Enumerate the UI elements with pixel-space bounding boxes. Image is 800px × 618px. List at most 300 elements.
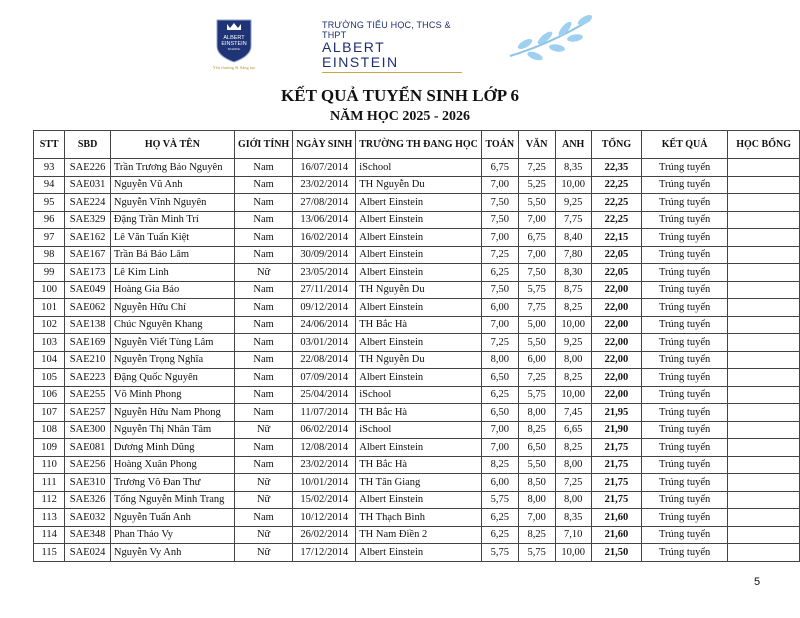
- cell-current-school: Albert Einstein: [356, 491, 482, 509]
- cell-total-score: 21,75: [591, 456, 641, 474]
- cell-english-score: 7,25: [555, 474, 591, 492]
- cell-math-score: 6,25: [481, 526, 518, 544]
- cell-gender: Nam: [234, 439, 292, 457]
- cell-full-name: Nguyễn Hữu Nam Phong: [110, 404, 234, 422]
- cell-result: Trúng tuyển: [642, 281, 728, 299]
- cell-scholarship: [728, 334, 800, 352]
- cell-stt: 97: [34, 229, 65, 247]
- cell-math-score: 6,25: [481, 509, 518, 527]
- column-header-total-score: TỔNG: [591, 131, 641, 159]
- cell-current-school: Albert Einstein: [356, 264, 482, 282]
- cell-english-score: 7,75: [555, 211, 591, 229]
- table-row: [34, 351, 800, 369]
- cell-stt: 103: [34, 334, 65, 352]
- cell-birth-date: 22/08/2014: [293, 351, 356, 369]
- cell-sbd: SAE348: [65, 526, 111, 544]
- cell-literature-score: 7,75: [518, 299, 555, 317]
- cell-current-school: Albert Einstein: [356, 544, 482, 562]
- cell-english-score: 7,45: [555, 404, 591, 422]
- cell-stt: 111: [34, 474, 65, 492]
- cell-stt: 113: [34, 509, 65, 527]
- cell-literature-score: 8,00: [518, 404, 555, 422]
- cell-literature-score: 5,75: [518, 386, 555, 404]
- cell-sbd: SAE138: [65, 316, 111, 334]
- cell-math-score: 6,25: [481, 264, 518, 282]
- svg-text:EINSTEIN: EINSTEIN: [221, 41, 247, 47]
- cell-sbd: SAE223: [65, 369, 111, 387]
- cell-english-score: 9,25: [555, 334, 591, 352]
- cell-result: Trúng tuyển: [642, 351, 728, 369]
- cell-full-name: Chúc Nguyên Khang: [110, 316, 234, 334]
- cell-english-score: 6,65: [555, 421, 591, 439]
- cell-result: Trúng tuyển: [642, 509, 728, 527]
- cell-english-score: 8,00: [555, 456, 591, 474]
- cell-sbd: SAE256: [65, 456, 111, 474]
- cell-stt: 115: [34, 544, 65, 562]
- cell-birth-date: 10/12/2014: [293, 509, 356, 527]
- cell-current-school: TH Bắc Hà: [356, 316, 482, 334]
- cell-literature-score: 6,50: [518, 439, 555, 457]
- cell-total-score: 22,00: [591, 334, 641, 352]
- cell-result: Trúng tuyển: [642, 299, 728, 317]
- cell-gender: Nam: [234, 386, 292, 404]
- cell-literature-score: 5,50: [518, 194, 555, 212]
- cell-gender: Nữ: [234, 421, 292, 439]
- column-header-stt: STT: [34, 131, 65, 159]
- column-header-birth-date: NGÀY SINH: [293, 131, 356, 159]
- cell-math-score: 7,00: [481, 176, 518, 194]
- cell-sbd: SAE173: [65, 264, 111, 282]
- cell-full-name: Lê Kim Linh: [110, 264, 234, 282]
- cell-math-score: 6,50: [481, 404, 518, 422]
- cell-literature-score: 6,00: [518, 351, 555, 369]
- cell-math-score: 7,00: [481, 229, 518, 247]
- cell-literature-score: 7,00: [518, 211, 555, 229]
- cell-sbd: SAE310: [65, 474, 111, 492]
- table-row: [34, 299, 800, 317]
- cell-gender: Nam: [234, 299, 292, 317]
- table-row: [34, 439, 800, 457]
- column-header-english-score: ANH: [555, 131, 591, 159]
- cell-math-score: 6,50: [481, 369, 518, 387]
- column-header-sbd: SBD: [65, 131, 111, 159]
- cell-total-score: 22,25: [591, 194, 641, 212]
- cell-full-name: Tống Nguyễn Minh Trang: [110, 491, 234, 509]
- column-header-full-name: HỌ VÀ TÊN: [110, 131, 234, 159]
- cell-math-score: 7,25: [481, 334, 518, 352]
- cell-current-school: Albert Einstein: [356, 334, 482, 352]
- cell-total-score: 22,25: [591, 211, 641, 229]
- cell-full-name: Nguyễn Viết Tùng Lâm: [110, 334, 234, 352]
- cell-sbd: SAE300: [65, 421, 111, 439]
- cell-literature-score: 5,50: [518, 334, 555, 352]
- cell-birth-date: 25/04/2014: [293, 386, 356, 404]
- cell-stt: 112: [34, 491, 65, 509]
- cell-total-score: 22,00: [591, 386, 641, 404]
- cell-literature-score: 5,50: [518, 456, 555, 474]
- table-row: [34, 509, 800, 527]
- cell-sbd: SAE062: [65, 299, 111, 317]
- cell-math-score: 7,00: [481, 316, 518, 334]
- cell-result: Trúng tuyển: [642, 404, 728, 422]
- cell-current-school: TH Bắc Hà: [356, 456, 482, 474]
- cell-full-name: Phan Thảo Vy: [110, 526, 234, 544]
- cell-gender: Nữ: [234, 474, 292, 492]
- cell-total-score: 21,75: [591, 439, 641, 457]
- cell-scholarship: [728, 456, 800, 474]
- cell-english-score: 8,25: [555, 369, 591, 387]
- table-row: [34, 229, 800, 247]
- cell-total-score: 21,60: [591, 526, 641, 544]
- cell-current-school: iSchool: [356, 159, 482, 177]
- cell-math-score: 6,00: [481, 474, 518, 492]
- svg-text:Yêu thương & Sáng tạo: Yêu thương & Sáng tạo: [212, 65, 256, 70]
- cell-math-score: 8,00: [481, 351, 518, 369]
- table-row: [34, 474, 800, 492]
- cell-stt: 93: [34, 159, 65, 177]
- cell-sbd: SAE049: [65, 281, 111, 299]
- cell-literature-score: 6,75: [518, 229, 555, 247]
- cell-scholarship: [728, 176, 800, 194]
- cell-english-score: 8,00: [555, 491, 591, 509]
- table-row: [34, 159, 800, 177]
- cell-gender: Nam: [234, 404, 292, 422]
- cell-sbd: SAE226: [65, 159, 111, 177]
- cell-math-score: 6,75: [481, 159, 518, 177]
- table-row: [34, 386, 800, 404]
- cell-current-school: iSchool: [356, 421, 482, 439]
- table-header-row: [34, 131, 800, 159]
- cell-math-score: 5,75: [481, 491, 518, 509]
- cell-total-score: 22,35: [591, 159, 641, 177]
- column-header-literature-score: VĂN: [518, 131, 555, 159]
- cell-total-score: 21,50: [591, 544, 641, 562]
- cell-gender: Nam: [234, 316, 292, 334]
- cell-scholarship: [728, 369, 800, 387]
- cell-current-school: TH Nguyễn Du: [356, 176, 482, 194]
- cell-result: Trúng tuyển: [642, 246, 728, 264]
- cell-current-school: Albert Einstein: [356, 246, 482, 264]
- cell-result: Trúng tuyển: [642, 229, 728, 247]
- cell-stt: 95: [34, 194, 65, 212]
- cell-sbd: SAE024: [65, 544, 111, 562]
- cell-english-score: 8,40: [555, 229, 591, 247]
- cell-gender: Nữ: [234, 264, 292, 282]
- table-row: [34, 194, 800, 212]
- table-row: [34, 544, 800, 562]
- cell-total-score: 21,90: [591, 421, 641, 439]
- cell-gender: Nam: [234, 456, 292, 474]
- cell-scholarship: [728, 491, 800, 509]
- column-header-current-school: TRƯỜNG TH ĐANG HỌC: [356, 131, 482, 159]
- cell-literature-score: 5,00: [518, 316, 555, 334]
- column-header-result: KẾT QUẢ: [642, 131, 728, 159]
- cell-result: Trúng tuyển: [642, 194, 728, 212]
- cell-current-school: Albert Einstein: [356, 211, 482, 229]
- cell-english-score: 8,25: [555, 299, 591, 317]
- cell-literature-score: 7,25: [518, 159, 555, 177]
- cell-scholarship: [728, 404, 800, 422]
- cell-sbd: SAE167: [65, 246, 111, 264]
- cell-result: Trúng tuyển: [642, 474, 728, 492]
- school-name-logo: [322, 20, 462, 70]
- page-title: KẾT QUẢ TUYỂN SINH LỚP 6: [281, 86, 519, 105]
- cell-english-score: 8,75: [555, 281, 591, 299]
- cell-literature-score: 5,75: [518, 281, 555, 299]
- cell-scholarship: [728, 351, 800, 369]
- cell-math-score: 7,50: [481, 211, 518, 229]
- cell-birth-date: 27/11/2014: [293, 281, 356, 299]
- cell-total-score: 21,75: [591, 491, 641, 509]
- cell-result: Trúng tuyển: [642, 211, 728, 229]
- cell-english-score: 7,10: [555, 526, 591, 544]
- cell-english-score: 8,30: [555, 264, 591, 282]
- cell-result: Trúng tuyển: [642, 264, 728, 282]
- cell-literature-score: 8,00: [518, 491, 555, 509]
- cell-full-name: Đặng Quốc Nguyên: [110, 369, 234, 387]
- cell-total-score: 22,25: [591, 176, 641, 194]
- cell-total-score: 22,00: [591, 316, 641, 334]
- cell-math-score: 6,00: [481, 299, 518, 317]
- cell-full-name: Dương Minh Dũng: [110, 439, 234, 457]
- admission-results-table: [33, 130, 800, 562]
- cell-sbd: SAE326: [65, 491, 111, 509]
- cell-scholarship: [728, 544, 800, 562]
- cell-total-score: 22,05: [591, 246, 641, 264]
- cell-current-school: TH Tân Giang: [356, 474, 482, 492]
- svg-text:ALBERT: ALBERT: [223, 35, 245, 41]
- cell-birth-date: 09/12/2014: [293, 299, 356, 317]
- cell-stt: 114: [34, 526, 65, 544]
- cell-literature-score: 7,00: [518, 509, 555, 527]
- cell-birth-date: 17/12/2014: [293, 544, 356, 562]
- table-row: [34, 334, 800, 352]
- cell-gender: Nam: [234, 176, 292, 194]
- cell-full-name: Trần Bá Bảo Lâm: [110, 246, 234, 264]
- cell-sbd: SAE329: [65, 211, 111, 229]
- cell-gender: Nam: [234, 281, 292, 299]
- cell-current-school: Albert Einstein: [356, 369, 482, 387]
- cell-birth-date: 26/02/2014: [293, 526, 356, 544]
- table-row: [34, 404, 800, 422]
- cell-birth-date: 11/07/2014: [293, 404, 356, 422]
- cell-english-score: 10,00: [555, 176, 591, 194]
- cell-current-school: Albert Einstein: [356, 439, 482, 457]
- cell-math-score: 8,25: [481, 456, 518, 474]
- olive-branch-icon: [505, 14, 595, 64]
- cell-full-name: Nguyễn Hữu Chí: [110, 299, 234, 317]
- cell-full-name: Nguyễn Vũ Anh: [110, 176, 234, 194]
- cell-stt: 98: [34, 246, 65, 264]
- cell-scholarship: [728, 526, 800, 544]
- cell-scholarship: [728, 211, 800, 229]
- cell-english-score: 8,35: [555, 509, 591, 527]
- cell-math-score: 7,50: [481, 281, 518, 299]
- cell-birth-date: 23/02/2014: [293, 176, 356, 194]
- cell-gender: Nam: [234, 334, 292, 352]
- cell-gender: Nam: [234, 194, 292, 212]
- cell-scholarship: [728, 421, 800, 439]
- cell-scholarship: [728, 246, 800, 264]
- cell-full-name: Nguyễn Vĩnh Nguyên: [110, 194, 234, 212]
- cell-literature-score: 8,25: [518, 526, 555, 544]
- cell-scholarship: [728, 264, 800, 282]
- cell-sbd: SAE162: [65, 229, 111, 247]
- cell-current-school: TH Thạch Bình: [356, 509, 482, 527]
- table-row: [34, 176, 800, 194]
- cell-sbd: SAE257: [65, 404, 111, 422]
- cell-full-name: Trương Võ Đan Thư: [110, 474, 234, 492]
- table-row: [34, 316, 800, 334]
- cell-sbd: SAE210: [65, 351, 111, 369]
- cell-scholarship: [728, 194, 800, 212]
- cell-current-school: Albert Einstein: [356, 299, 482, 317]
- cell-gender: Nam: [234, 211, 292, 229]
- cell-full-name: Nguyễn Trọng Nghĩa: [110, 351, 234, 369]
- cell-math-score: 7,00: [481, 439, 518, 457]
- cell-birth-date: 23/05/2014: [293, 264, 356, 282]
- table-row: [34, 369, 800, 387]
- cell-full-name: Nguyễn Tuấn Anh: [110, 509, 234, 527]
- cell-gender: Nam: [234, 229, 292, 247]
- cell-stt: 102: [34, 316, 65, 334]
- cell-current-school: TH Nam Điền 2: [356, 526, 482, 544]
- cell-sbd: SAE169: [65, 334, 111, 352]
- school-name-line2: ALBERT EINSTEIN: [322, 39, 399, 70]
- column-header-gender: GIỚI TÍNH: [234, 131, 292, 159]
- cell-gender: Nam: [234, 351, 292, 369]
- cell-stt: 110: [34, 456, 65, 474]
- cell-full-name: Trần Trương Bảo Nguyên: [110, 159, 234, 177]
- cell-birth-date: 16/02/2014: [293, 229, 356, 247]
- table-row: [34, 526, 800, 544]
- cell-math-score: 7,00: [481, 421, 518, 439]
- cell-literature-score: 5,75: [518, 544, 555, 562]
- cell-math-score: 7,50: [481, 194, 518, 212]
- cell-scholarship: [728, 509, 800, 527]
- cell-gender: Nữ: [234, 544, 292, 562]
- cell-stt: 94: [34, 176, 65, 194]
- cell-stt: 108: [34, 421, 65, 439]
- cell-literature-score: 7,50: [518, 264, 555, 282]
- cell-sbd: SAE081: [65, 439, 111, 457]
- cell-scholarship: [728, 229, 800, 247]
- cell-scholarship: [728, 159, 800, 177]
- table-row: [34, 264, 800, 282]
- cell-birth-date: 23/02/2014: [293, 456, 356, 474]
- column-header-math-score: TOÁN: [481, 131, 518, 159]
- cell-full-name: Nguyễn Vy Anh: [110, 544, 234, 562]
- cell-birth-date: 03/01/2014: [293, 334, 356, 352]
- table-row: [34, 421, 800, 439]
- cell-total-score: 21,60: [591, 509, 641, 527]
- cell-total-score: 22,05: [591, 264, 641, 282]
- cell-birth-date: 06/02/2014: [293, 421, 356, 439]
- cell-stt: 109: [34, 439, 65, 457]
- cell-current-school: TH Nguyễn Du: [356, 281, 482, 299]
- cell-english-score: 8,35: [555, 159, 591, 177]
- cell-stt: 106: [34, 386, 65, 404]
- cell-math-score: 7,25: [481, 246, 518, 264]
- cell-scholarship: [728, 474, 800, 492]
- table-row: [34, 246, 800, 264]
- cell-stt: 104: [34, 351, 65, 369]
- cell-current-school: TH Nguyễn Du: [356, 351, 482, 369]
- cell-current-school: iSchool: [356, 386, 482, 404]
- cell-result: Trúng tuyển: [642, 439, 728, 457]
- cell-birth-date: 30/09/2014: [293, 246, 356, 264]
- school-name-line1: TRƯỜNG TIỂU HỌC, THCS & THPT: [322, 20, 451, 40]
- cell-result: Trúng tuyển: [642, 159, 728, 177]
- cell-full-name: Hoàng Gia Bảo: [110, 281, 234, 299]
- cell-total-score: 21,95: [591, 404, 641, 422]
- cell-total-score: 22,00: [591, 299, 641, 317]
- cell-result: Trúng tuyển: [642, 544, 728, 562]
- cell-stt: 96: [34, 211, 65, 229]
- cell-gender: Nam: [234, 246, 292, 264]
- column-header-scholarship: HỌC BỔNG: [728, 131, 800, 159]
- cell-sbd: SAE255: [65, 386, 111, 404]
- cell-birth-date: 15/02/2014: [293, 491, 356, 509]
- cell-literature-score: 5,25: [518, 176, 555, 194]
- cell-scholarship: [728, 316, 800, 334]
- cell-math-score: 5,75: [481, 544, 518, 562]
- cell-math-score: 6,25: [481, 386, 518, 404]
- school-crest-logo: [203, 14, 265, 72]
- cell-full-name: Lê Văn Tuấn Kiệt: [110, 229, 234, 247]
- cell-literature-score: 7,25: [518, 369, 555, 387]
- cell-literature-score: 8,25: [518, 421, 555, 439]
- cell-birth-date: 16/07/2014: [293, 159, 356, 177]
- cell-result: Trúng tuyển: [642, 369, 728, 387]
- cell-birth-date: 12/08/2014: [293, 439, 356, 457]
- cell-current-school: TH Bắc Hà: [356, 404, 482, 422]
- cell-english-score: 10,00: [555, 316, 591, 334]
- cell-english-score: 7,80: [555, 246, 591, 264]
- cell-full-name: Nguyễn Thị Nhân Tâm: [110, 421, 234, 439]
- cell-english-score: 10,00: [555, 544, 591, 562]
- cell-gender: Nữ: [234, 491, 292, 509]
- cell-full-name: Võ Minh Phong: [110, 386, 234, 404]
- cell-stt: 107: [34, 404, 65, 422]
- cell-result: Trúng tuyển: [642, 456, 728, 474]
- table-row: [34, 491, 800, 509]
- cell-current-school: Albert Einstein: [356, 229, 482, 247]
- cell-english-score: 8,25: [555, 439, 591, 457]
- cell-result: Trúng tuyển: [642, 386, 728, 404]
- cell-total-score: 22,00: [591, 351, 641, 369]
- cell-total-score: 22,00: [591, 369, 641, 387]
- cell-english-score: 10,00: [555, 386, 591, 404]
- svg-text:SCHOOL: SCHOOL: [227, 47, 241, 51]
- cell-gender: Nam: [234, 159, 292, 177]
- cell-gender: Nam: [234, 369, 292, 387]
- cell-result: Trúng tuyển: [642, 421, 728, 439]
- cell-result: Trúng tuyển: [642, 491, 728, 509]
- cell-stt: 99: [34, 264, 65, 282]
- cell-english-score: 8,00: [555, 351, 591, 369]
- table-row: [34, 281, 800, 299]
- cell-birth-date: 24/06/2014: [293, 316, 356, 334]
- cell-result: Trúng tuyển: [642, 334, 728, 352]
- cell-gender: Nữ: [234, 526, 292, 544]
- cell-scholarship: [728, 281, 800, 299]
- cell-stt: 105: [34, 369, 65, 387]
- cell-english-score: 9,25: [555, 194, 591, 212]
- cell-scholarship: [728, 299, 800, 317]
- cell-birth-date: 27/08/2014: [293, 194, 356, 212]
- cell-scholarship: [728, 386, 800, 404]
